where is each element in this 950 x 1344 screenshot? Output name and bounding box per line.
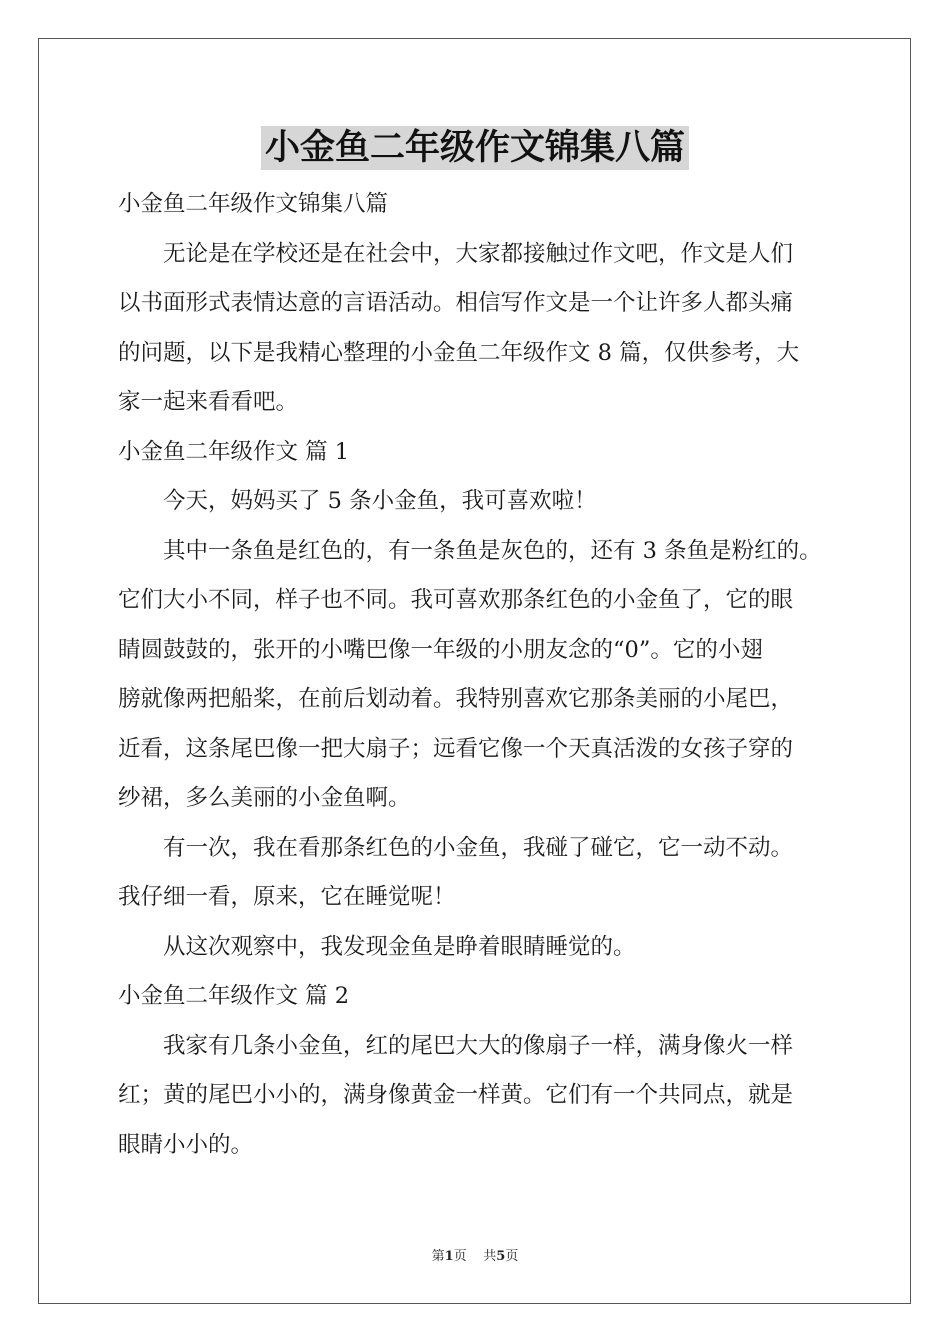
paragraph-line: 红；黄的尾巴小小的，满身像黄金一样黄。它们有一个共同点，就是 bbox=[118, 1082, 794, 1108]
total-suffix: 页 bbox=[505, 1249, 519, 1264]
intro-line: 无论是在学校还是在社会中，大家都接触过作文吧，作文是人们 bbox=[163, 240, 794, 267]
page-suffix: 页 bbox=[453, 1249, 467, 1264]
page-footer bbox=[0, 1245, 950, 1264]
paragraph-line: 从这次观察中，我发现金鱼是睁着眼睛睡觉的。 bbox=[163, 933, 636, 960]
intro-line: 以书面形式表情达意的言语活动。相信写作文是一个让许多人都头痛 bbox=[118, 290, 794, 316]
essay1-paragraph-2 bbox=[118, 527, 838, 824]
page-number: 1 bbox=[444, 1249, 454, 1264]
total-prefix: 共 bbox=[483, 1249, 497, 1264]
intro-line: 的问题，以下是我精心整理的小金鱼二年级作文 8 篇，仅供参考，大 bbox=[118, 339, 800, 366]
paragraph-line: 眼睛小小的。 bbox=[118, 1131, 254, 1158]
paragraph-line: 我家有几条小金鱼，红的尾巴大大的像扇子一样，满身像火一样 bbox=[163, 1032, 794, 1059]
subtitle: 小金鱼二年级作文锦集八篇 bbox=[118, 191, 389, 217]
page-prefix: 第 bbox=[431, 1249, 445, 1264]
paragraph-line: 它们大小不同，样子也不同。我可喜欢那条红色的小金鱼了，它的眼 bbox=[118, 587, 794, 613]
paragraph-line: 其中一条鱼是红色的，有一条鱼是灰色的，还有 3 条鱼是粉红的。 bbox=[163, 537, 822, 564]
paragraph-line: 纱裙，多么美丽的小金鱼啊。 bbox=[118, 785, 411, 811]
essay-heading: 小金鱼二年级作文 篇 1 bbox=[118, 438, 350, 465]
paragraph-line: 睛圆鼓鼓的，张开的小嘴巴像一年级的小朋友念的“0”。它的小翅 bbox=[118, 636, 763, 663]
intro-paragraph bbox=[118, 230, 838, 428]
paragraph-line: 近看，这条尾巴像一把大扇子；远看它像一个天真活泼的女孩子穿的 bbox=[118, 735, 794, 762]
essay2-paragraph-1 bbox=[118, 1022, 838, 1171]
essay1-paragraph-4 bbox=[118, 923, 838, 973]
paragraph-line: 有一次，我在看那条红色的小金鱼，我碰了碰它，它一动不动。 bbox=[163, 834, 794, 861]
document-title: 小金鱼二年级作文锦集八篇 bbox=[261, 126, 689, 170]
document-body bbox=[118, 180, 838, 1170]
paragraph-line: 我仔细一看，原来，它在睡觉呢！ bbox=[118, 884, 456, 910]
paragraph-line: 膀就像两把船桨，在前后划动着。我特别喜欢它那条美丽的小尾巴， bbox=[118, 686, 794, 712]
total-pages: 5 bbox=[496, 1249, 506, 1264]
essay1-paragraph-1 bbox=[118, 477, 838, 527]
document-title-wrap bbox=[0, 126, 950, 170]
paragraph-line: 今天，妈妈买了 5 条小金鱼，我可喜欢啦！ bbox=[163, 488, 597, 514]
essay-heading: 小金鱼二年级作文 篇 2 bbox=[118, 983, 350, 1009]
essay1-paragraph-3 bbox=[118, 824, 838, 923]
intro-line: 家一起来看看吧。 bbox=[118, 389, 299, 415]
